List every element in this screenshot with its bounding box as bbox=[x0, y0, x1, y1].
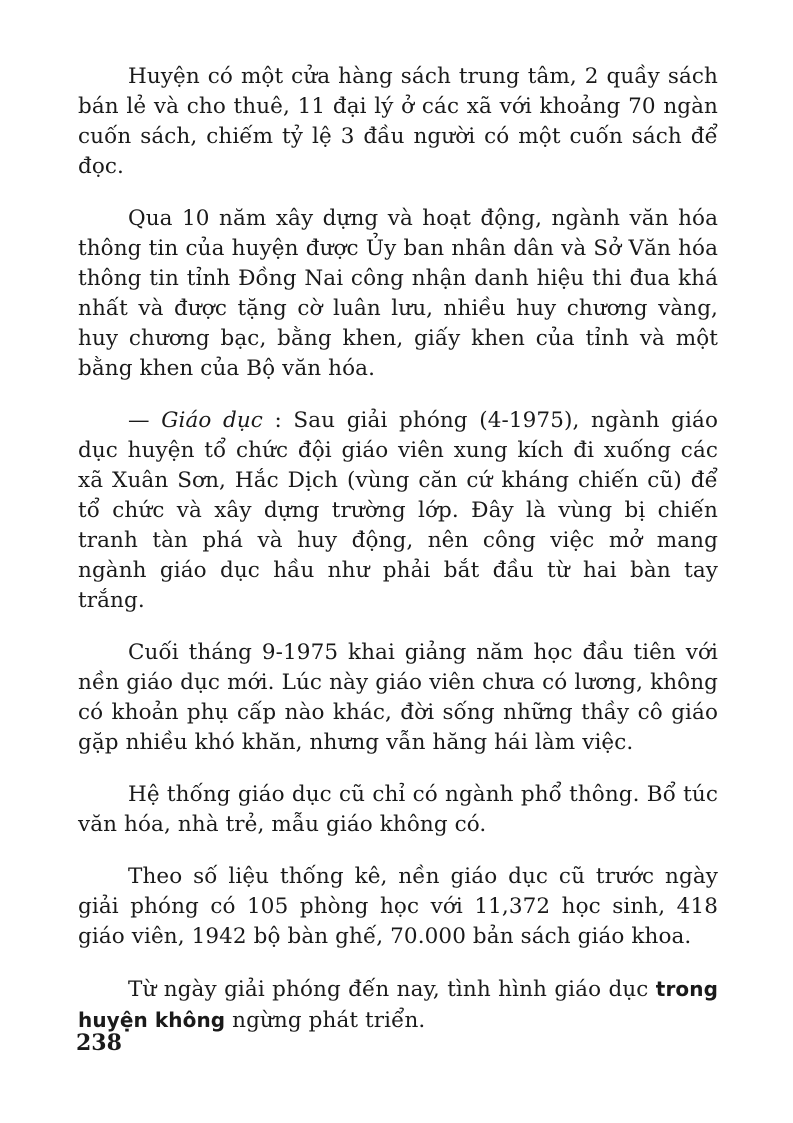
dash: — bbox=[128, 408, 162, 433]
paragraph-culture-awards: Qua 10 năm xây dựng và hoạt động, ngành văn hóa thông tin của huyện được Ủy ban nhân dân và Sở Văn hóa thông tin tỉnh Đồng Nai công nhận danh hiệu thi đua khá nhất và được tặng cờ luân lưu, nhiều huy chương vàng, huy chương bạc, bằng khen, giấy khen của tỉnh và một bằng khen của Bộ văn hóa. bbox=[78, 206, 718, 381]
paragraph-development-end: ngừng phát triển. bbox=[225, 1008, 426, 1033]
paragraph-old-system: Hệ thống giáo dục cũ chỉ có ngành phổ thông. Bổ túc văn hóa, nhà trẻ, mẫu giáo không có. bbox=[78, 782, 718, 837]
paragraph-bookstores: Huyện có một cửa hàng sách trung tâm, 2 quầy sách bán lẻ và cho thuê, 11 đại lý ở các xã với khoảng 70 ngàn cuốn sách, chiếm tỷ lệ 3 đầu người có một cuốn sách để đọc. bbox=[78, 64, 718, 179]
paragraph-development-start: Từ ngày giải phóng đến nay, tình hình giáo dục bbox=[128, 977, 656, 1002]
paragraph-statistics: Theo số liệu thống kê, nền giáo dục cũ trước ngày giải phóng có 105 phòng học với 11,372 học sinh, 418 giáo viên, 1942 bộ bàn ghế, 70.000 bản sách giáo khoa. bbox=[78, 864, 718, 949]
paragraph-development bbox=[78, 974, 718, 1036]
page-number: 238 bbox=[76, 1030, 122, 1056]
paragraph-school-year: Cuối tháng 9-1975 khai giảng năm học đầu tiên với nền giáo dục mới. Lúc này giáo viên chưa có lương, không có khoản phụ cấp nào khác, đời sống những thầy cô giáo gặp nhiều khó khăn, nhưng vẫn hăng hái làm việc. bbox=[78, 640, 718, 755]
paragraph-education-intro bbox=[78, 406, 718, 616]
paragraph-development-bold: trong huyện không bbox=[78, 977, 718, 1032]
paragraph-education-body: : Sau giải phóng (4-1975), ngành giáo dục huyện tổ chức đội giáo viên xung kích đi xuống các xã Xuân Sơn, Hắc Dịch (vùng căn cứ kháng chiến cũ) để tổ chức và xây dựng trường lớp. Đây là vùng bị chiến tranh tàn phá và huy động, nên công việc mở mang ngành giáo dục hầu như phải bắt đầu từ hai bàn tay trắng. bbox=[78, 408, 718, 613]
section-heading-education: Giáo dục bbox=[161, 408, 263, 433]
document-page bbox=[78, 62, 718, 1058]
